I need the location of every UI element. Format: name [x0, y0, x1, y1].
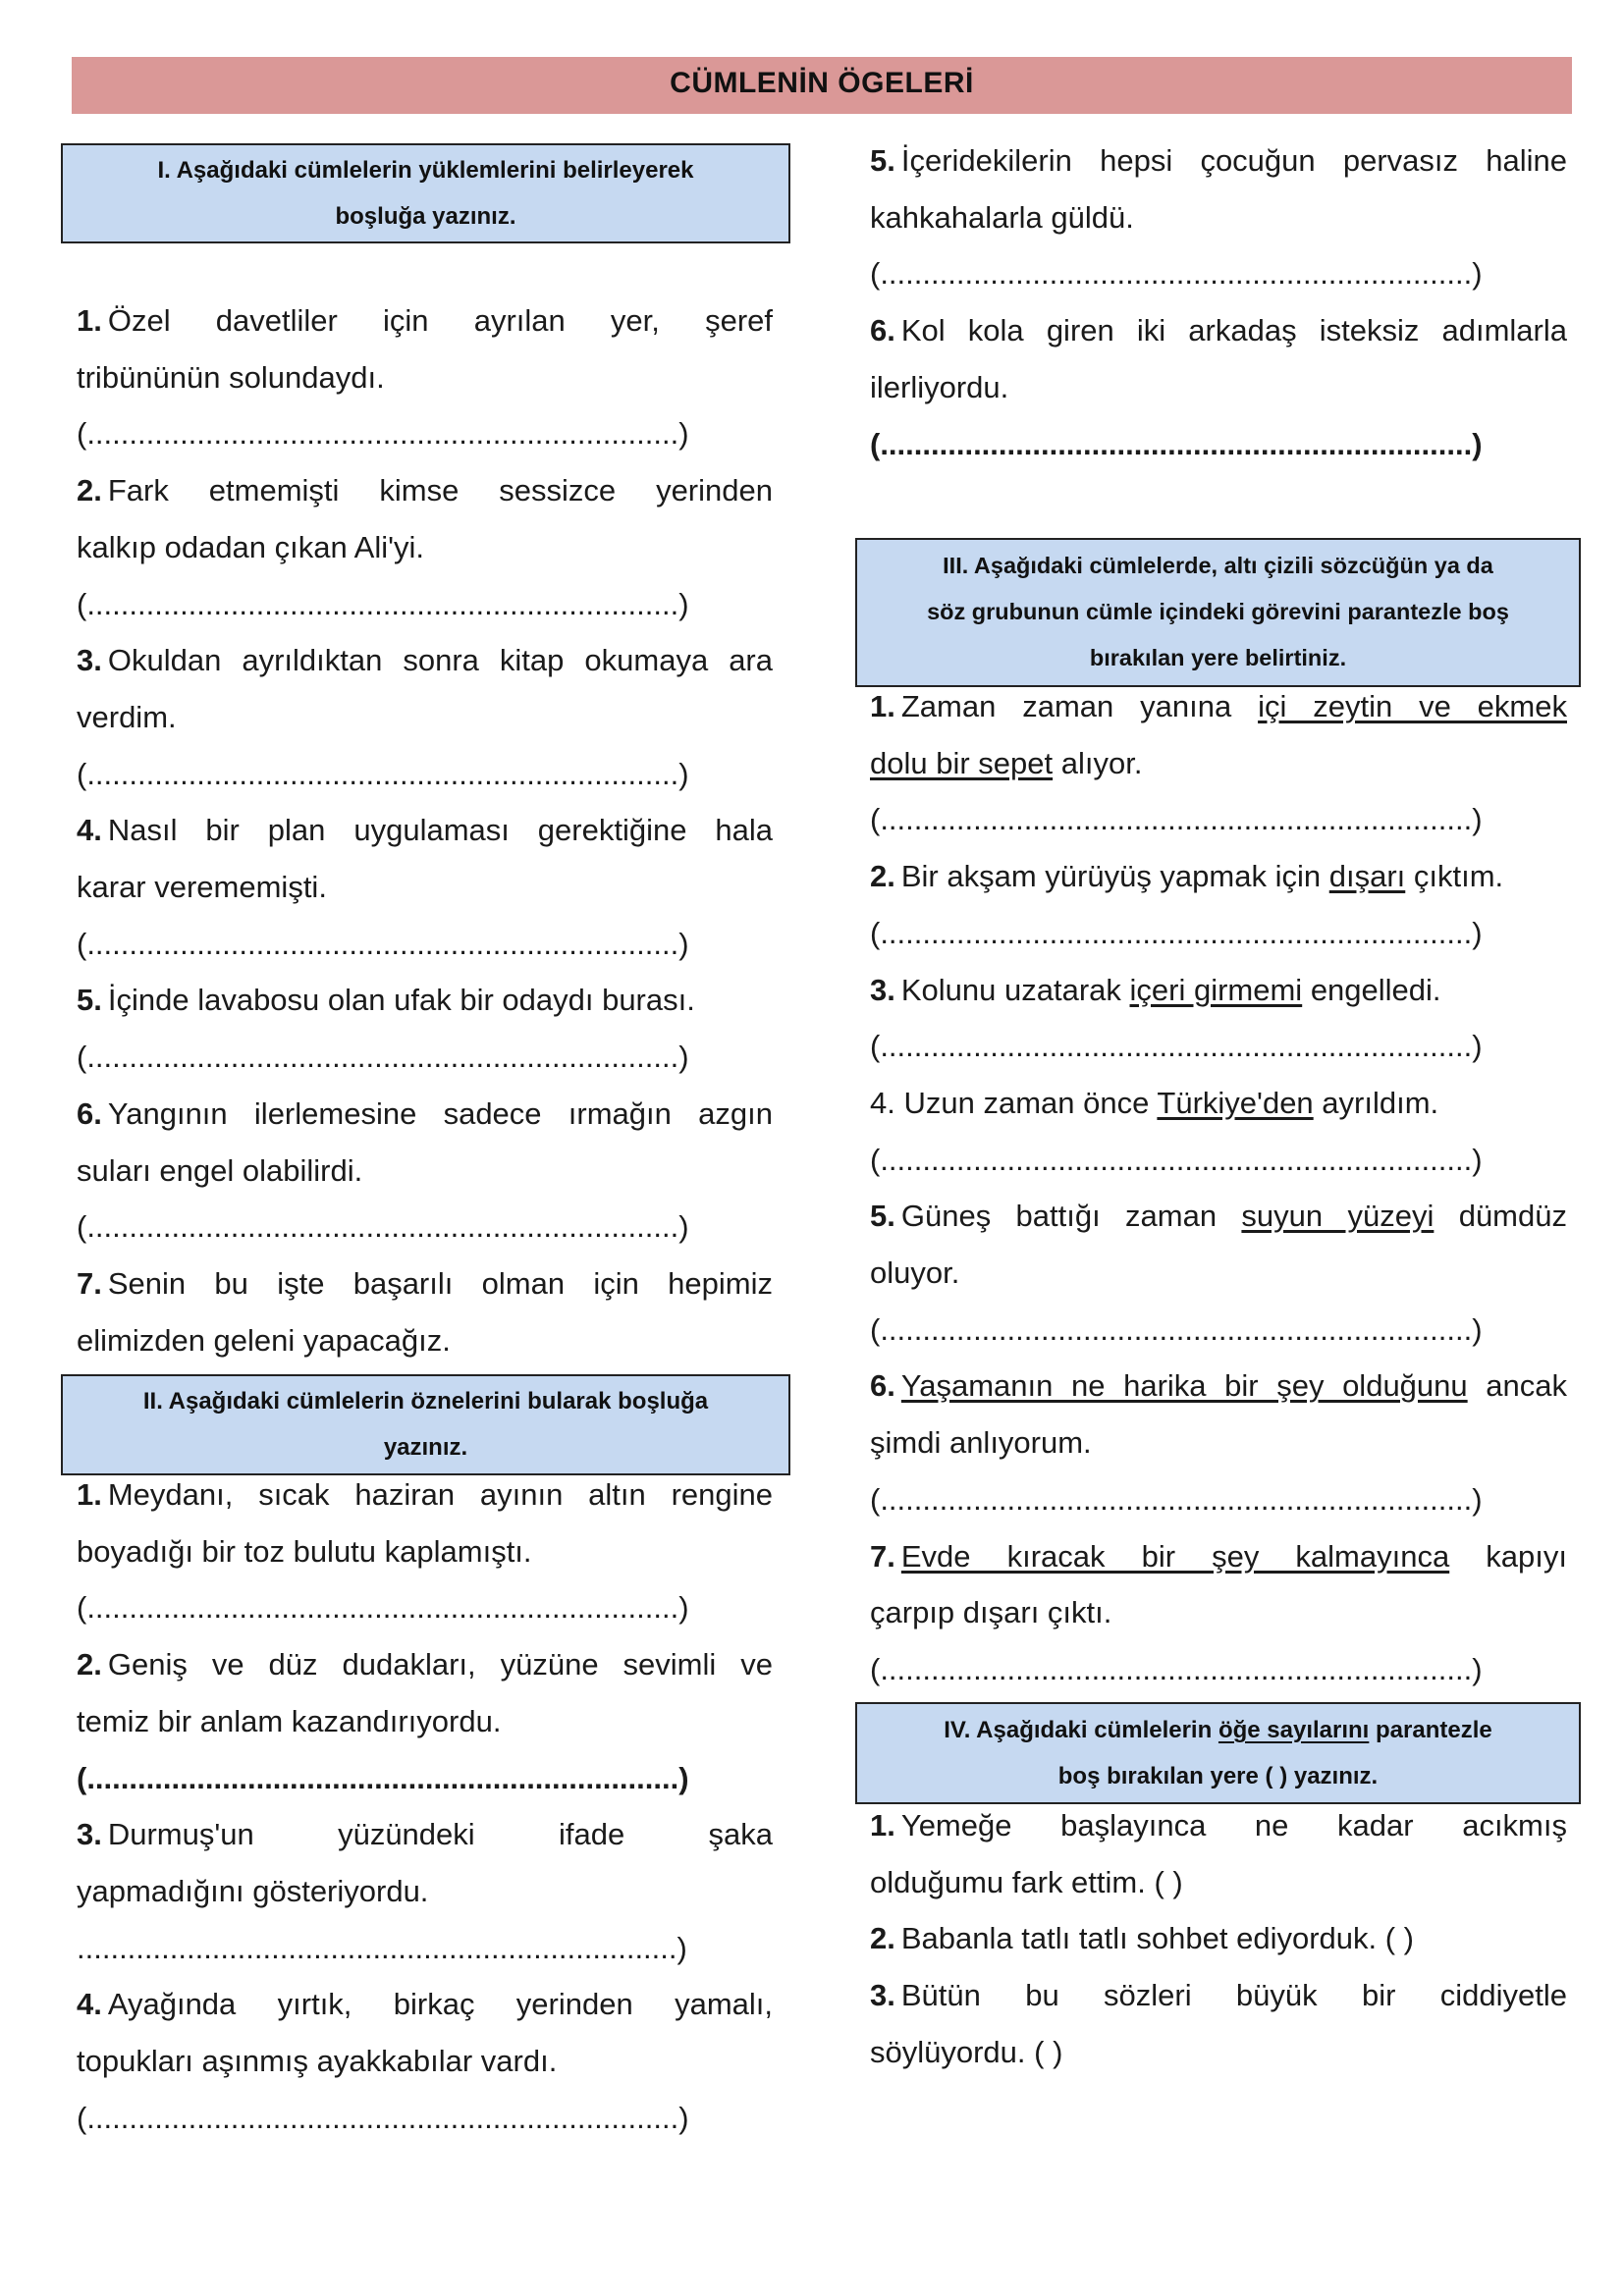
- s1-q6b-line2: ilerliyordu.: [870, 369, 1009, 404]
- section-1-heading: [61, 143, 790, 243]
- s1-q6b-line1: 6. Kol kola giren iki arkadaş isteksiz adımlarla: [870, 313, 1567, 348]
- section-2-heading-line2: yazınız.: [383, 1434, 468, 1461]
- s3-q6-answer-blank[interactable]: (......................................................................): [870, 1481, 1483, 1517]
- s1-q6-answer-blank[interactable]: (......................................................................): [77, 1209, 689, 1245]
- section-2-heading-line1: II. Aşağıdaki cümlelerin öznelerini bularak boşluğa: [142, 1388, 709, 1415]
- s1-q4-answer-blank[interactable]: (......................................................................): [77, 926, 689, 961]
- s2-q2-line2: temiz bir anlam kazandırıyordu.: [77, 1703, 502, 1738]
- s1-q3-line1: 3. Okuldan ayrıldıktan sonra kitap okumaya ara: [77, 643, 773, 678]
- s2-q3-answer-blank[interactable]: .......................................................................): [77, 1930, 687, 1965]
- section-3-heading-line1: III. Aşağıdaki cümlelerde, altı çizili sözcüğün ya da: [943, 553, 1493, 578]
- s3-q1-underlined-2: dolu bir sepet: [870, 745, 1054, 780]
- s2-q1-line1: 1. Meydanı, sıcak haziran ayının altın rengine: [77, 1477, 773, 1512]
- s3-q2-answer-blank[interactable]: (......................................................................): [870, 915, 1483, 950]
- s2-q4-line1: 4. Ayağında yırtık, birkaç yerinden yamalı,: [77, 1987, 773, 2022]
- s3-q3-underlined: içeri girmemi: [1129, 972, 1303, 1007]
- s3-q6-underlined: Yaşamanın ne harika bir şey olduğunu: [900, 1368, 1468, 1404]
- s2-q4-line2: topukları aşınmış ayakkabılar vardı.: [77, 2044, 558, 2079]
- section-3-heading: [855, 538, 1581, 687]
- s3-q1-line1: 1. Zaman zaman yanına içi zeytin ve ekmek: [870, 689, 1567, 723]
- s3-q5-line1: 5. Güneş battığı zaman suyun yüzeyi dümdüz: [870, 1199, 1567, 1234]
- s3-q7-line2: çarpıp dışarı çıktı.: [870, 1595, 1112, 1630]
- s3-q5-line2: oluyor.: [870, 1255, 960, 1291]
- s3-q6-line1: 6. Yaşamanın ne harika bir şey olduğunu ancak: [870, 1368, 1567, 1404]
- s2-q1-line2: boyadığı bir toz bulutu kaplamıştı.: [77, 1533, 532, 1569]
- s1-q1-line1: 1. Özel davetliler için ayrılan yer, şeref: [77, 303, 773, 338]
- section-4-heading: [855, 1702, 1581, 1804]
- s1-q3-line2: verdim.: [77, 699, 177, 734]
- s4-q1-line1: 1. Yemeğe başlayınca ne kadar acıkmış: [870, 1808, 1567, 1842]
- s3-q3-line1: 3. Kolunu uzatarak içeri girmemi engelledi.: [870, 972, 1441, 1007]
- section-4-heading-underlined: öğe sayılarını: [1218, 1717, 1370, 1743]
- s1-q5b-line2: kahkahalarla güldü.: [870, 199, 1134, 235]
- s3-q4-line1: 4. Uzun zaman önce Türkiye'den ayrıldım.: [870, 1085, 1439, 1120]
- s3-q2-line1: 2. Bir akşam yürüyüş yapmak için dışarı çıktım.: [870, 859, 1504, 894]
- s1-q1-line2: tribününün solundaydı.: [77, 359, 385, 395]
- section-1-questions: [77, 293, 773, 1368]
- s4-q3-line1: 3. Bütün bu sözleri büyük bir ciddiyetle: [870, 1978, 1567, 2013]
- s2-q2-line1: 2. Geniş ve düz dudakları, yüzüne sevimli ve: [77, 1647, 773, 1682]
- s2-q4-answer-blank[interactable]: (......................................................................): [77, 2100, 689, 2135]
- s1-q2-line1: 2. Fark etmemişti kimse sessizce yerinden: [77, 473, 773, 508]
- s1-q7-line2: elimizden geleni yapacağız.: [77, 1322, 451, 1358]
- s1-q4-line2: karar verememişti.: [77, 870, 327, 905]
- s3-q6-line2: şimdi anlıyorum.: [870, 1425, 1092, 1461]
- s1-q4-line1: 4. Nasıl bir plan uygulaması gerektiğine hala: [77, 813, 773, 848]
- s4-q1-line2: olduğumu fark ettim. ( ): [870, 1864, 1183, 1899]
- section-2-heading: [61, 1374, 790, 1475]
- s2-q3-line2: yapmadığını gösteriyordu.: [77, 1873, 429, 1908]
- s3-q2-underlined: dışarı: [1328, 859, 1406, 894]
- section-4-heading-line1: IV. Aşağıdaki cümlelerin öğe sayılarını parantezle: [944, 1717, 1492, 1743]
- s2-q1-answer-blank[interactable]: (......................................................................): [77, 1590, 689, 1626]
- s3-q3-answer-blank[interactable]: (......................................................................): [870, 1029, 1483, 1064]
- s1-q2-line2: kalkıp odadan çıkan Ali'yi.: [77, 529, 425, 564]
- s1-q5b-line1: 5. İçeridekilerin hepsi çocuğun pervasız haline: [870, 143, 1567, 178]
- s3-q7-line1: 7. Evde kıracak bir şey kalmayınca kapıyı: [870, 1538, 1567, 1574]
- section-4-questions: [870, 1797, 1567, 2081]
- section-3-heading-line3: bırakılan yere belirtiniz.: [1089, 645, 1347, 670]
- s3-q7-answer-blank[interactable]: (......................................................................): [870, 1651, 1483, 1686]
- section-2-questions: [77, 1467, 773, 2146]
- s1-q5-answer-blank[interactable]: (......................................................................): [77, 1040, 689, 1075]
- s3-q1-underlined-1: içi zeytin ve ekmek: [1258, 689, 1567, 723]
- page-title: CÜMLENİN ÖGELERİ: [72, 57, 1572, 114]
- section-4-heading-line2: boş bırakılan yere ( ) yazınız.: [1057, 1763, 1379, 1789]
- s3-q1-answer-blank[interactable]: (......................................................................): [870, 802, 1483, 837]
- s4-q2-line1: 2. Babanla tatlı tatlı sohbet ediyorduk. ( ): [870, 1921, 1414, 1956]
- s3-q5-answer-blank[interactable]: (......................................................................): [870, 1311, 1483, 1347]
- section-3-questions: [870, 678, 1567, 1698]
- s3-q4-underlined: Türkiye'den: [1157, 1085, 1314, 1120]
- s3-q1-line2: dolu bir sepet alıyor.: [870, 745, 1143, 780]
- s3-q5-underlined: suyun yüzeyi: [1241, 1199, 1435, 1234]
- s3-q7-underlined: Evde kıracak bir şey kalmayınca: [900, 1538, 1450, 1574]
- section-1-heading-line1: I. Aşağıdaki cümlelerin yüklemlerini belirleyerek: [157, 157, 694, 184]
- s1-q5-line1: 5. İçinde lavabosu olan ufak bir odaydı burası.: [77, 983, 695, 1018]
- s4-q3-line2: söylüyordu. ( ): [870, 2034, 1063, 2069]
- s1-q7-line1: 7. Senin bu işte başarılı olman için hepimiz: [77, 1265, 773, 1301]
- s2-q2-answer-blank[interactable]: (......................................................................): [77, 1760, 689, 1795]
- s3-q4-answer-blank[interactable]: (......................................................................): [870, 1142, 1483, 1177]
- section-1-continued: [870, 133, 1567, 472]
- s1-q6-line2: suları engel olabilirdi.: [77, 1152, 363, 1188]
- section-1-heading-line2: boşluğa yazınız.: [335, 203, 516, 230]
- s1-q2-answer-blank[interactable]: (......................................................................): [77, 586, 689, 621]
- s1-q1-answer-blank[interactable]: (......................................................................): [77, 416, 689, 452]
- s1-q3-answer-blank[interactable]: (......................................................................): [77, 756, 689, 791]
- section-3-heading-line2: söz grubunun cümle içindeki görevini parantezle boş: [927, 599, 1509, 624]
- s1-q5b-answer-blank[interactable]: (......................................................................): [870, 256, 1483, 292]
- s1-q6-line1: 6. Yangının ilerlemesine sadece ırmağın azgın: [77, 1095, 773, 1131]
- s1-q6b-answer-blank[interactable]: (......................................................................): [870, 426, 1483, 461]
- s2-q3-line1: 3. Durmuş'un yüzündeki ifade şaka: [77, 1817, 773, 1852]
